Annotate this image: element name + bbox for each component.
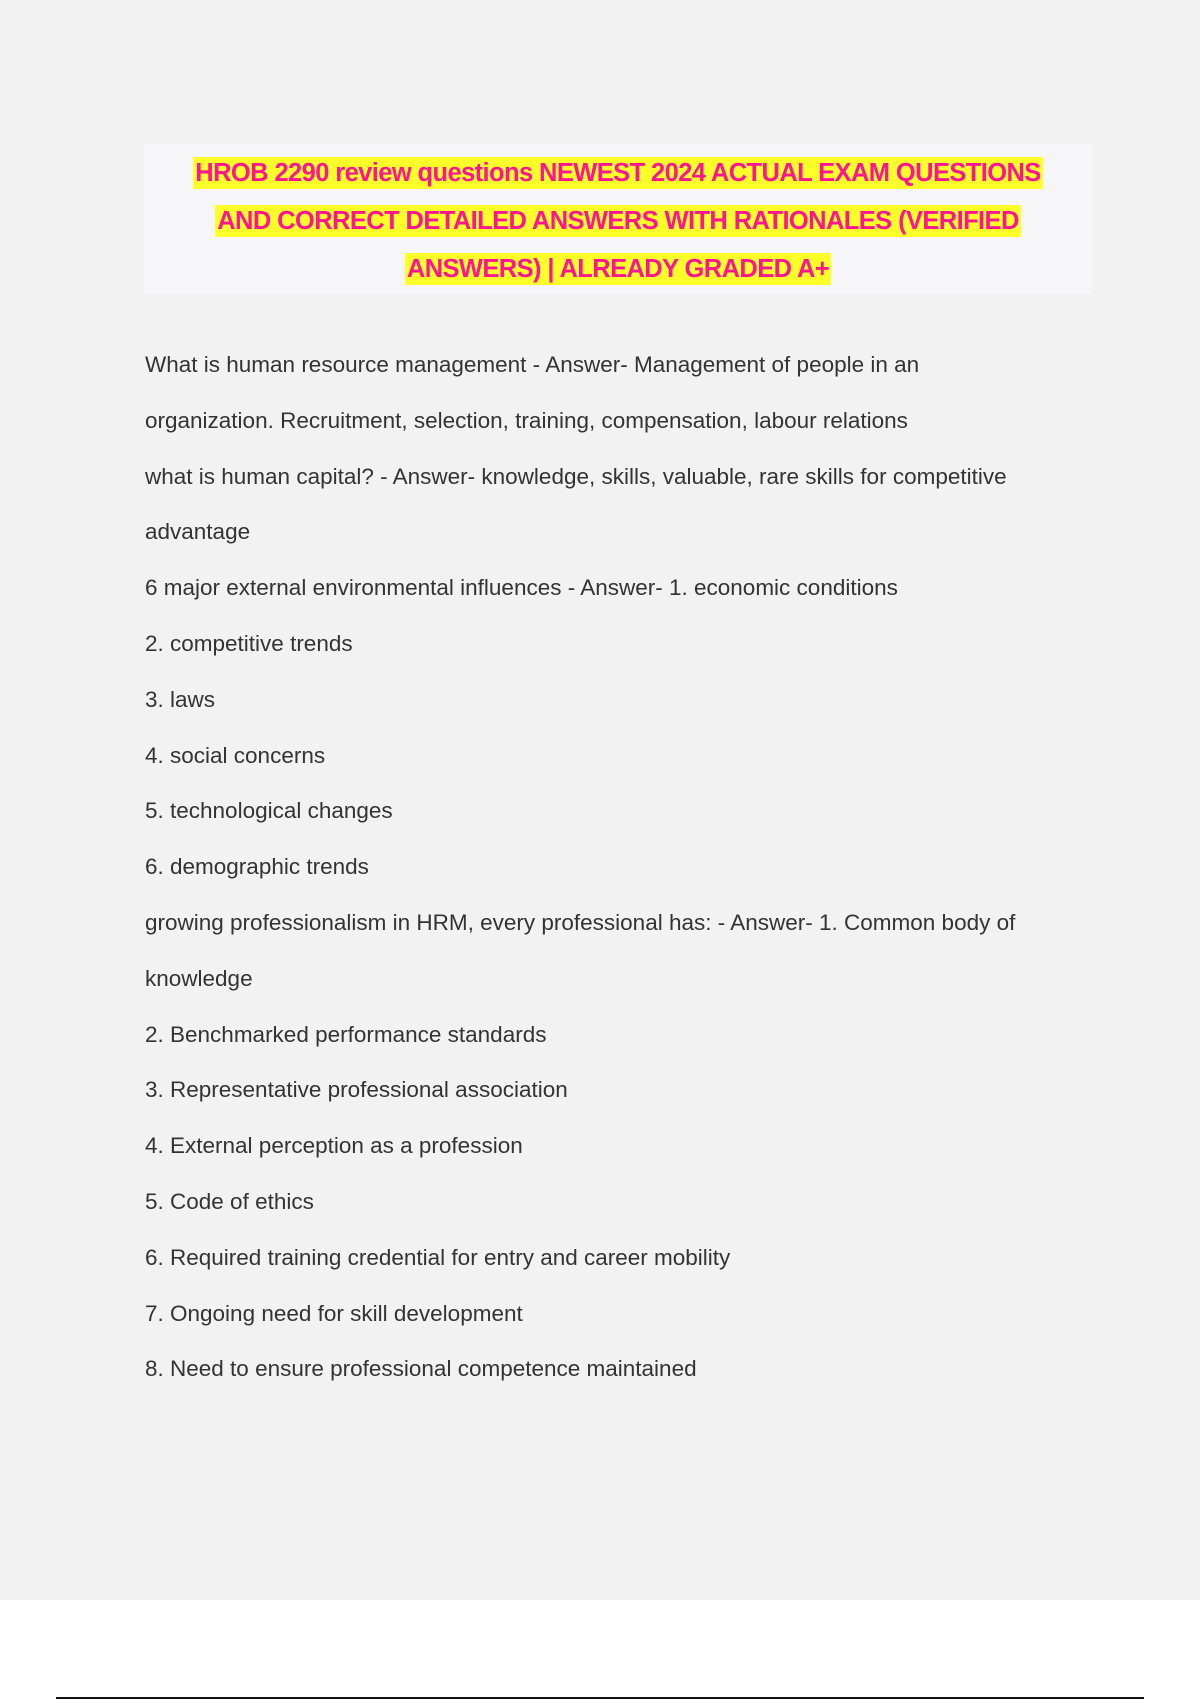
- body-line: 6 major external environmental influences - Answer- 1. economic conditions: [145, 575, 898, 601]
- footer-divider: [56, 1697, 1144, 1699]
- body-line: 3. laws: [145, 686, 216, 712]
- body-line: knowledge: [145, 965, 253, 991]
- body-line: 7. Ongoing need for skill development: [145, 1300, 523, 1326]
- body-line: What is human resource management - Answer- Management of people in an: [145, 352, 920, 377]
- title-line: [144, 149, 1092, 197]
- body-line: 4. social concerns: [145, 742, 326, 768]
- body-line: 5. technological changes: [145, 798, 393, 824]
- body-line: growing professionalism in HRM, every professional has: - Answer- 1. Common body of: [145, 909, 1016, 935]
- body-line: 2. Benchmarked performance standards: [145, 1021, 547, 1047]
- body-line: organization. Recruitment, selection, training, compensation, labour relations: [145, 407, 908, 433]
- title-text: ANSWERS) | ALREADY GRADED A+: [406, 255, 830, 283]
- body-line: 6. demographic trends: [145, 854, 369, 880]
- body-line: 2. competitive trends: [145, 630, 353, 656]
- body-line: 6. Required training credential for entry and career mobility: [145, 1244, 731, 1270]
- body-line: advantage: [145, 519, 251, 545]
- body-line: 8. Need to ensure professional competence maintained: [145, 1356, 697, 1382]
- title-text: AND CORRECT DETAILED ANSWERS WITH RATIONALES (VERIFIED: [217, 207, 1019, 235]
- body-line: 3. Representative professional association: [145, 1077, 568, 1103]
- title-line: [144, 197, 1092, 245]
- title-line: [144, 245, 1092, 293]
- qa-content: [145, 337, 1105, 1397]
- title-block: [144, 144, 1092, 294]
- body-line: 5. Code of ethics: [145, 1188, 314, 1214]
- body-line: what is human capital? - Answer- knowledge, skills, valuable, rare skills for competitive: [145, 463, 1007, 489]
- title-text: HROB 2290 review questions NEWEST 2024 ACTUAL EXAM QUESTIONS: [195, 159, 1041, 187]
- body-line: 4. External perception as a profession: [145, 1133, 523, 1159]
